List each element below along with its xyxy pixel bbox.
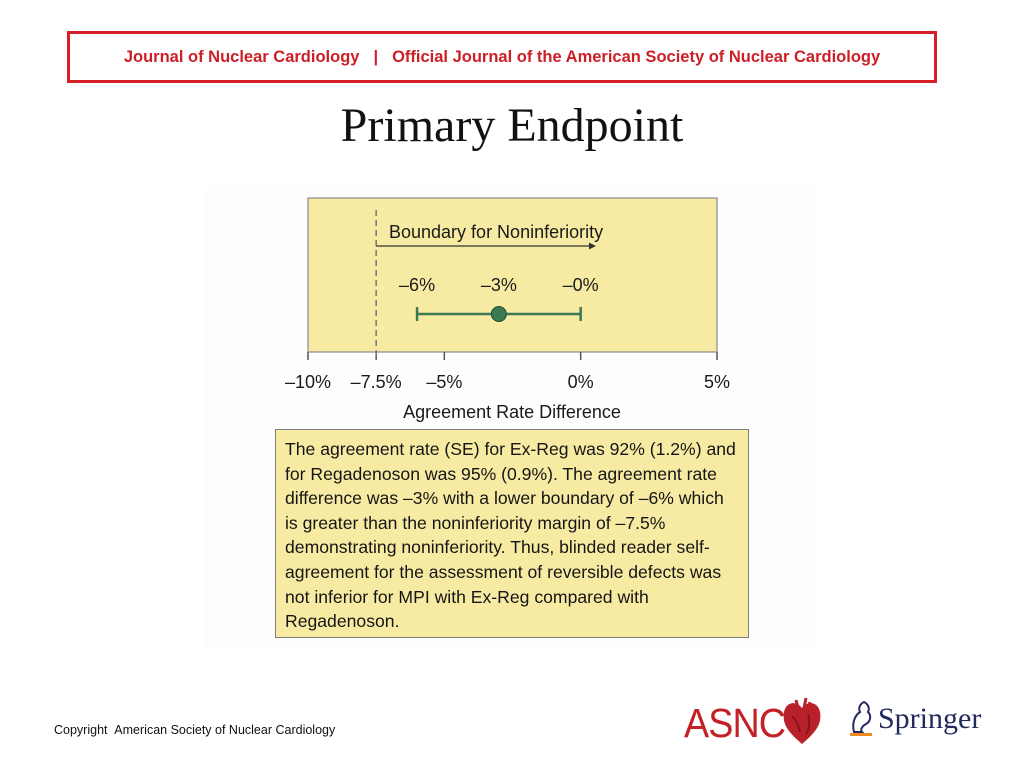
estimate-label-point: –3%	[480, 275, 517, 295]
banner-separator: |	[373, 47, 379, 66]
springer-horse-icon	[846, 698, 876, 738]
springer-logo-text: Springer	[878, 702, 982, 735]
heart-icon	[780, 694, 824, 748]
description-box	[275, 429, 749, 638]
x-tick-label: –7.5%	[350, 372, 402, 392]
asnc-logo	[684, 694, 824, 748]
x-tick-label: –5%	[426, 372, 463, 392]
description-text: The agreement rate (SE) for Ex-Reg was 92% (1.2%) and for Regadenoson was 95% (0.9%). The agreement rate difference was –3% with a lower boundary of –6% which is greater than the noninferiority margin of –7.5% demonstrating noninferiority. Thus, blinded reader self-agreement for the assessment of reversible defects was not inferior for MPI with Ex-Reg compared with Regadenoson.	[285, 439, 736, 632]
boundary-label: Boundary for Noninferiority	[389, 222, 604, 242]
copyright-holder: American Society of Nuclear Cardiology	[114, 723, 336, 737]
slide-title: Primary Endpoint	[340, 99, 684, 152]
estimate-label-upper: –0%	[562, 275, 599, 295]
estimate-label-lower: –6%	[399, 275, 436, 295]
asnc-logo-text: ASNC	[684, 700, 786, 746]
x-axis-label: Agreement Rate Difference	[403, 402, 621, 422]
x-tick-label: 0%	[567, 372, 594, 392]
copyright	[54, 723, 335, 737]
x-tick-label: –10%	[284, 372, 332, 392]
journal-name: Journal of Nuclear Cardiology	[123, 47, 360, 66]
x-tick-label: 5%	[703, 372, 731, 392]
journal-subtitle: Official Journal of the American Society of Nuclear Cardiology	[392, 47, 881, 66]
copyright-label: Copyright	[54, 723, 108, 737]
springer-logo	[846, 696, 996, 742]
point-estimate-marker	[491, 307, 506, 322]
